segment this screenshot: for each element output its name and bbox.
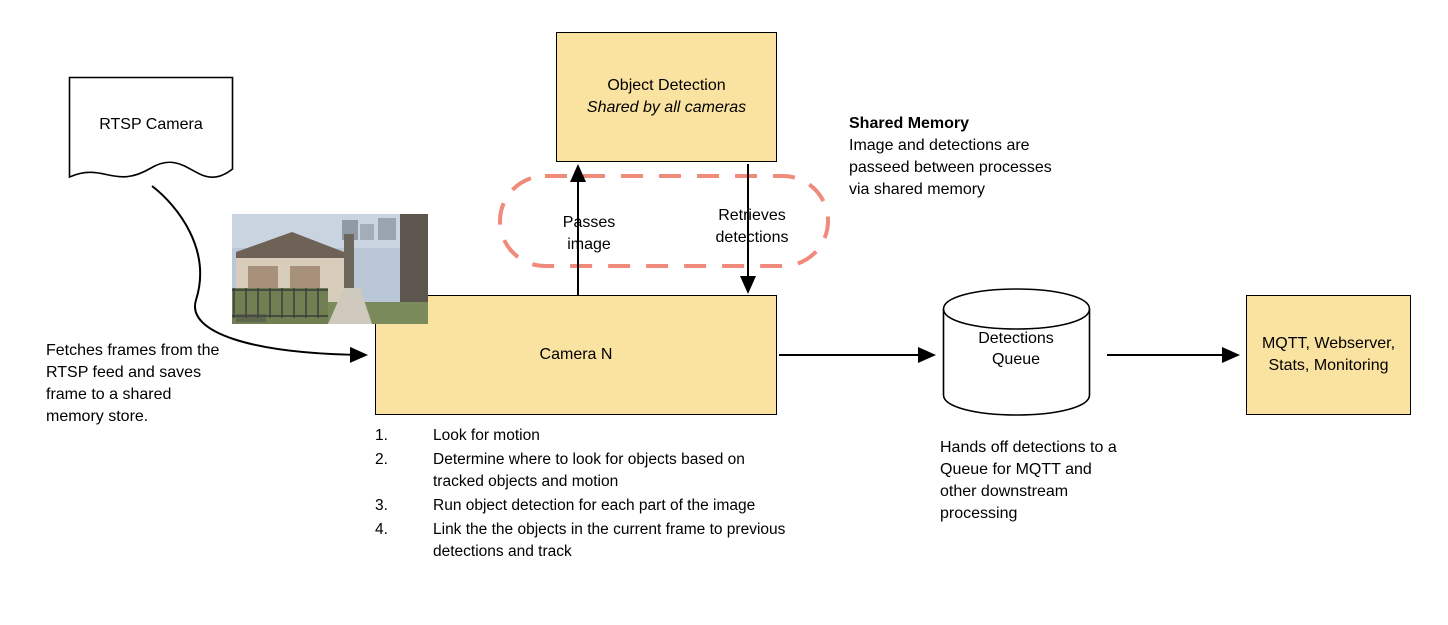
camera-thumbnail-image — [232, 214, 428, 324]
step-number: 1. — [375, 427, 388, 444]
node-mqtt-webserver — [1246, 295, 1411, 415]
step-text: Determine where to look for objects based on tracked objects and motion — [433, 451, 745, 490]
mqtt-label-line2: Stats, Monitoring — [1268, 357, 1389, 374]
detections-queue-line2: Queue — [991, 350, 1041, 368]
object-detection-title: Object Detection — [607, 77, 726, 95]
edge-label-passes-image — [544, 212, 634, 256]
passes-image-line2: image — [567, 236, 611, 254]
retrieves-detections-line1: Retrieves — [718, 207, 786, 224]
shared-memory-title: Shared Memory — [849, 115, 970, 132]
step-text: Run object detection for each part of the image — [433, 497, 756, 514]
detections-queue-label — [942, 329, 1090, 371]
node-rtsp-camera — [68, 76, 234, 186]
list-item — [375, 425, 795, 447]
camera-n-label: Camera N — [539, 346, 613, 364]
camera-still-scene-icon — [232, 214, 428, 324]
annotation-fetches-frames: Fetches frames from the RTSP feed and saves frame to a shared memory store. — [46, 342, 220, 426]
step-number: 3. — [375, 497, 388, 514]
node-detections-queue — [942, 287, 1105, 417]
step-number: 2. — [375, 451, 388, 468]
annotation-hands-off: Hands off detections to a Queue for MQTT and other downstream processing — [940, 439, 1117, 523]
rtsp-camera-label: RTSP Camera — [99, 116, 203, 133]
node-object-detection — [556, 32, 777, 162]
list-item — [375, 519, 795, 563]
passes-image-line1: Passes — [562, 214, 616, 231]
edge-label-retrieves-detections — [700, 205, 804, 249]
object-detection-subtitle: Shared by all cameras — [586, 99, 747, 116]
camera-n-steps-list — [375, 425, 795, 565]
annotation-shared-memory — [849, 113, 1064, 201]
mqtt-label-line1: MQTT, Webserver, — [1261, 335, 1396, 353]
list-item — [375, 449, 795, 493]
retrieves-detections-line2: detections — [715, 229, 789, 247]
detections-queue-line1: Detections — [978, 330, 1054, 347]
step-text: Look for motion — [433, 427, 540, 444]
shared-memory-body: Image and detections are passeed between processes via shared memory — [849, 137, 1052, 199]
step-text: Link the the objects in the current frame to previous detections and track — [433, 521, 786, 560]
node-camera-n — [375, 295, 777, 415]
step-number: 4. — [375, 521, 388, 538]
list-item — [375, 495, 795, 517]
